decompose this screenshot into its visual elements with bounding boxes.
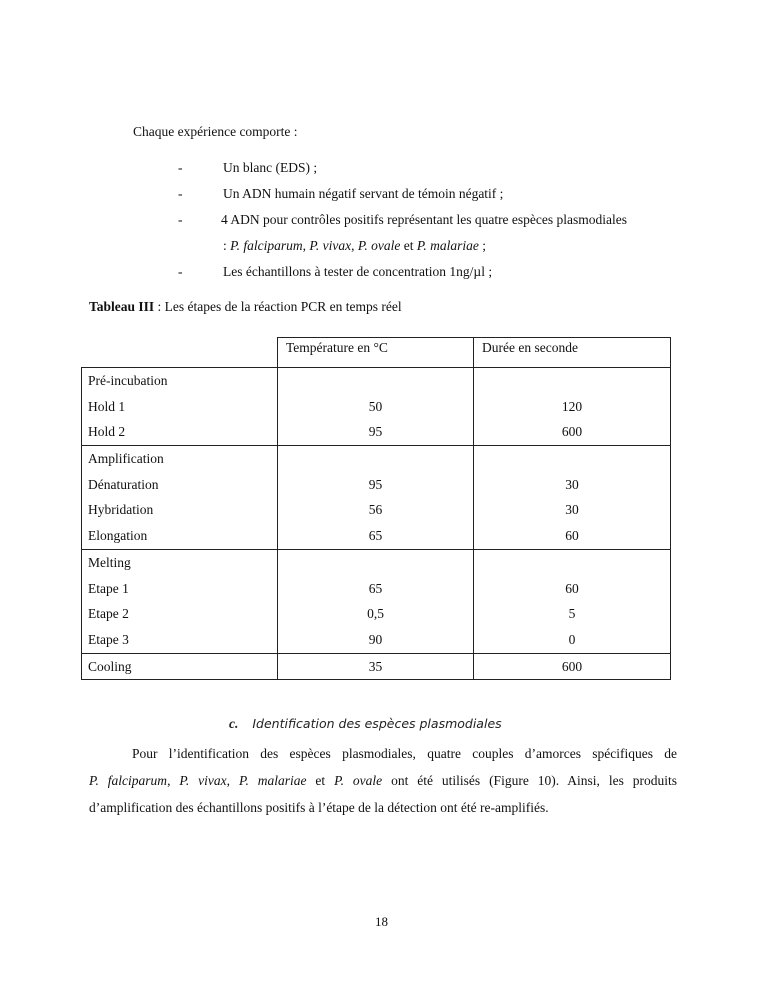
list-item-negative-control: Un ADN humain négatif servant de témoin négatif ; — [223, 186, 504, 201]
table-caption: Tableau III : Les étapes de la réaction PCR en temps réel — [89, 299, 402, 314]
temperature-value — [278, 550, 473, 576]
row-label: Amplification — [88, 451, 164, 467]
table-header-empty-cell — [82, 338, 278, 368]
row-label: Etape 1 — [88, 580, 129, 596]
temperature-value: 95 — [368, 424, 383, 440]
row-label: Etape 2 — [88, 606, 129, 622]
group-durations — [474, 368, 671, 446]
temperature-value — [278, 446, 473, 472]
row-label: Dénaturation — [88, 476, 159, 492]
table-group-melting — [82, 549, 671, 653]
temperature-value: 95 — [368, 476, 383, 492]
list-item-positive-controls-species: : P. falciparum, P. vivax, P. ovale et P. malariae ; — [223, 238, 487, 253]
row-label: Etape 3 — [88, 631, 129, 647]
group-labels — [82, 549, 278, 653]
table-header-row — [82, 338, 671, 368]
row-label: Pré-incubation — [88, 373, 168, 388]
group-temperatures — [278, 653, 474, 680]
group-temperatures — [278, 549, 474, 653]
list-dash: - — [178, 186, 183, 201]
paragraph-line: d’amplification des échantillons positifs à l’étape de la détection ont été re-amplifiés. — [89, 800, 549, 815]
list-dash: - — [178, 264, 183, 279]
row-label: Hold 1 — [88, 398, 126, 414]
duration-value: 60 — [565, 528, 579, 544]
list-item-positive-controls: 4 ADN pour contrôles positifs représentant les quatre espèces plasmodiales — [221, 212, 628, 227]
section-title: Identification des espèces plasmodiales — [252, 716, 502, 731]
list-item-blank: Un blanc (EDS) ; — [223, 160, 318, 175]
duration-value: 5 — [568, 606, 576, 622]
header-temperature: Température en °C — [278, 338, 474, 368]
section-letter: c. — [229, 716, 239, 731]
header-duration: Durée en seconde — [474, 338, 671, 368]
row-label: Hold 2 — [88, 424, 126, 440]
row-label: Melting — [88, 554, 131, 570]
identification-paragraph — [89, 740, 677, 821]
duration-value: 30 — [565, 476, 579, 492]
paragraph-line: Pour l’identification des espèces plasmodiales, quatre couples d’amorces spécifiques de — [132, 746, 677, 761]
row-label: Elongation — [88, 528, 148, 544]
page-number: 18 — [375, 914, 388, 929]
duration-value — [474, 550, 670, 576]
list-dash: - — [178, 212, 183, 227]
group-durations — [474, 446, 671, 550]
temperature-value: 65 — [368, 580, 383, 596]
duration-value: 0 — [568, 631, 576, 647]
list-item-samples: Les échantillons à tester de concentration 1ng/µl ; — [223, 264, 493, 279]
group-labels — [82, 446, 278, 550]
temperature-value: 56 — [368, 502, 383, 518]
row-label: Hybridation — [88, 502, 154, 518]
table-group-cooling — [82, 653, 671, 680]
duration-value — [474, 446, 670, 472]
temperature-value: 35 — [368, 658, 383, 674]
row-label: Cooling — [88, 658, 132, 674]
intro-text: Chaque expérience comporte : — [133, 124, 298, 139]
duration-value — [474, 368, 670, 394]
group-labels — [82, 368, 278, 446]
group-temperatures — [278, 446, 474, 550]
temperature-value: 0,5 — [367, 606, 384, 622]
list-dash: - — [178, 160, 183, 175]
temperature-value — [278, 368, 473, 394]
temperature-value: 50 — [368, 398, 383, 414]
temperature-value: 65 — [368, 528, 383, 544]
group-durations — [474, 653, 671, 680]
table-group-preincubation — [82, 368, 671, 446]
paragraph-line: P. falciparum, P. vivax, P. malariae et P. ovale ont été utilisés (Figure 10). Ainsi, les produits — [89, 773, 677, 788]
duration-value: 120 — [561, 398, 583, 414]
duration-value: 60 — [565, 580, 579, 596]
pcr-steps-table — [81, 337, 671, 680]
group-labels — [82, 653, 278, 680]
temperature-value: 90 — [368, 631, 383, 647]
table-group-amplification — [82, 446, 671, 550]
duration-value: 600 — [561, 424, 583, 440]
duration-value: 600 — [561, 658, 583, 674]
group-temperatures — [278, 368, 474, 446]
group-durations — [474, 549, 671, 653]
section-subtitle — [229, 716, 502, 732]
duration-value: 30 — [565, 502, 579, 518]
